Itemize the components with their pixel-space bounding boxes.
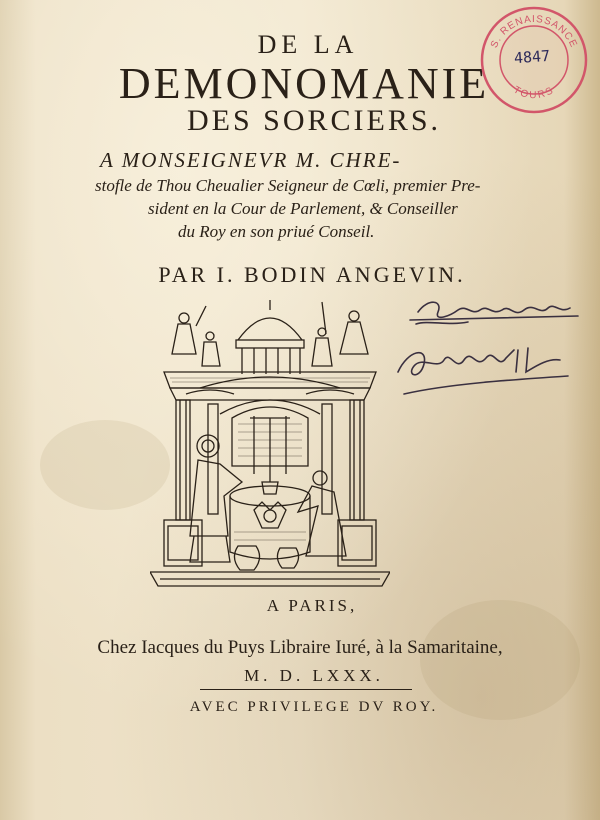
royal-privilege: AVEC PRIVILEGE DV ROY. (189, 699, 439, 715)
title-line-2: DEMONOMANIE (118, 59, 490, 108)
imprint-printer: Chez Iacques du Puys Libraire Iuré, à la Samaritaine, (97, 637, 503, 658)
author-line: PAR I. BODIN ANGEVIN. (158, 262, 466, 287)
shelfmark-number: 4847 (513, 46, 551, 68)
woodcut-illustration (150, 296, 390, 596)
title-line-3: DES SORCIERS. (186, 104, 442, 137)
stamp-text-top: S. RENAISSANCE (488, 13, 580, 50)
divider-rule (200, 689, 412, 690)
dedication-line-4: du Roy en son priué Conseil. (178, 222, 375, 241)
dedication-line-1: A MONSEIGNEVR M. CHRE- (100, 148, 402, 172)
stamp-text-bottom: TOURS (511, 84, 557, 102)
dedication-line-2: stofle de Thou Cheualier Seigneur de Cœli, premier Pre- (95, 176, 481, 195)
imprint-place: A PARIS, (266, 596, 358, 615)
imprint-date: M. D. LXXX. (244, 666, 384, 685)
dedication-line-3: sident en la Cour de Parlement, & Conseiller (148, 199, 458, 218)
title-line-1: DE LA (257, 30, 359, 59)
manuscript-signatures (388, 280, 588, 420)
